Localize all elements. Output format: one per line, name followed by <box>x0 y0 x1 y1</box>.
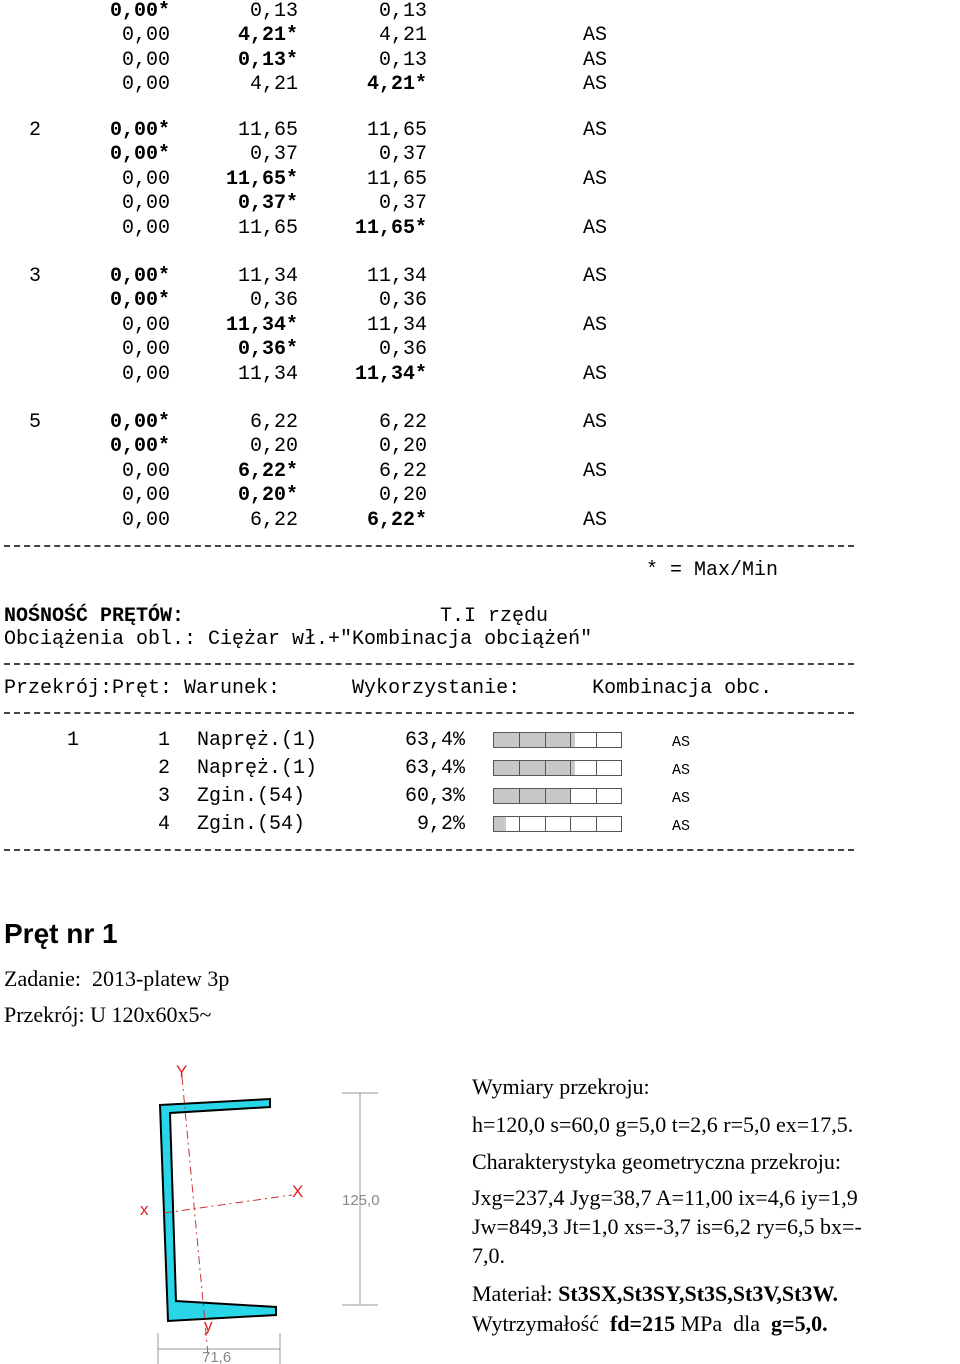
result-value: 0,37* <box>237 192 298 216</box>
result-value: 0,36* <box>237 338 298 362</box>
task-label: Zadanie: <box>4 966 81 991</box>
result-value: 0,36 <box>378 338 427 362</box>
condition-label: Zgin.(54) <box>197 813 306 836</box>
usage-bar-tick <box>545 761 546 775</box>
usage-bar-tick <box>519 817 520 831</box>
result-value: 0,00 <box>121 24 170 48</box>
combination-code: AS <box>583 313 608 337</box>
result-value: 0,20* <box>237 484 298 508</box>
member-number: 2 <box>158 757 171 780</box>
section-drawing <box>120 1055 440 1364</box>
combination-code: AS <box>583 24 608 48</box>
result-value: 0,00* <box>109 289 170 313</box>
geo-line-3: 7,0. <box>472 1243 505 1268</box>
usage-bar-tick <box>596 817 597 831</box>
result-value: 0,36 <box>378 289 427 313</box>
condition-label: Napręż.(1) <box>197 757 318 780</box>
result-value: 0,00 <box>121 484 170 508</box>
usage-bar-tick <box>596 733 597 747</box>
usage-bar-fill <box>494 761 575 775</box>
strength-line <box>472 1310 828 1338</box>
result-value: 11,65 <box>237 119 298 142</box>
result-value: 6,22 <box>378 411 427 434</box>
combination-code: AS <box>583 411 608 434</box>
strength-label: Wytrzymałość <box>472 1311 599 1336</box>
result-value: 0,00 <box>121 73 170 97</box>
result-value: 4,21 <box>249 73 298 97</box>
result-value: 0,00 <box>121 48 170 72</box>
usage-bar <box>493 732 622 748</box>
combination-code: AS <box>583 459 608 483</box>
legend-max-min: * = Max/Min <box>646 559 779 582</box>
divider <box>4 849 854 851</box>
usage-percent: 60,3% <box>404 785 465 808</box>
usage-bar-fill <box>494 817 506 831</box>
result-value: 0,00* <box>109 0 170 23</box>
result-value: 0,00 <box>121 459 170 483</box>
result-value: 6,22* <box>237 459 298 483</box>
axis-label-Y: Y <box>176 1062 188 1081</box>
result-value: 0,00 <box>121 508 170 532</box>
section-label: Przekrój: <box>4 1002 85 1027</box>
section-number: 1 <box>67 729 80 752</box>
result-value: 6,22* <box>366 508 427 532</box>
result-value: 0,37 <box>249 143 298 167</box>
result-value: 0,00* <box>109 143 170 167</box>
result-value: 0,13* <box>237 48 298 72</box>
result-value: 4,21* <box>237 24 298 48</box>
result-value: 0,20 <box>378 484 427 508</box>
result-value: 6,22 <box>249 508 298 532</box>
divider <box>4 663 854 665</box>
dims-values: h=120,0 s=60,0 g=5,0 t=2,6 r=5,0 ex=17,5. <box>472 1112 854 1137</box>
result-value: 0,36 <box>249 289 298 313</box>
usage-bar-tick <box>545 789 546 803</box>
result-value: 4,21 <box>378 24 427 48</box>
usage-percent: 63,4% <box>404 729 465 752</box>
result-value: 0,00 <box>121 338 170 362</box>
combination-code: AS <box>583 508 608 532</box>
result-value: 11,65 <box>366 167 427 191</box>
result-value: 11,34 <box>366 265 427 288</box>
usage-bar-fill <box>494 789 571 803</box>
channel-section-shape <box>160 1099 276 1321</box>
dims-title: Wymiary przekroju: <box>472 1074 650 1099</box>
geo-line-1: Jxg=237,4 Jyg=38,7 A=11,00 ix=4,6 iy=1,9 <box>472 1185 858 1210</box>
usage-bar <box>493 816 622 832</box>
axis-label-X: X <box>292 1182 304 1201</box>
usage-bar-tick <box>519 789 520 803</box>
geo-line-2: Jw=849,3 Jt=1,0 xs=-3,7 is=6,2 ry=6,5 bx=- <box>472 1214 862 1239</box>
result-value: 0,00 <box>121 167 170 191</box>
result-value: 0,00* <box>109 119 170 142</box>
usage-bar <box>493 788 622 804</box>
result-value: 0,00* <box>109 411 170 434</box>
combination-code: AS <box>583 265 608 288</box>
result-value: 0,00 <box>121 192 170 216</box>
section-line <box>4 1001 211 1029</box>
member-title: Pręt nr 1 <box>4 918 118 949</box>
condition-label: Napręż.(1) <box>197 729 318 752</box>
member-number: 3 <box>158 785 171 808</box>
geo-title: Charakterystyka geometryczna przekroju: <box>472 1149 841 1174</box>
height-dim-label: 125,0 <box>342 1192 380 1209</box>
combination-code: AS <box>583 119 608 142</box>
group-bar-number: 5 <box>29 411 42 434</box>
usage-bar <box>493 760 622 776</box>
load-combination: Obciążenia obl.: Ciężar wł.+"Kombinacja obciążeń" <box>4 628 593 651</box>
result-value: 0,20 <box>378 435 427 459</box>
usage-bar-tick <box>570 789 571 803</box>
strength-for: dla <box>733 1311 761 1336</box>
result-value: 0,00 <box>121 216 170 240</box>
combination-code: AS <box>583 216 608 240</box>
strength-g: g=5,0. <box>771 1311 828 1336</box>
divider <box>4 712 854 714</box>
result-value: 11,65* <box>354 216 427 240</box>
result-value: 0,37 <box>378 192 427 216</box>
usage-percent: 9,2% <box>416 813 465 836</box>
result-value: 11,34 <box>237 265 298 288</box>
result-value: 4,21* <box>366 73 427 97</box>
result-value: 0,00* <box>109 435 170 459</box>
capacity-title: NOŚNOŚĆ PRĘTÓW: <box>4 605 185 628</box>
divider <box>4 545 854 547</box>
result-value: 11,34 <box>366 313 427 337</box>
x-axis-line <box>164 1195 292 1213</box>
member-number: 4 <box>158 813 171 836</box>
usage-percent: 63,4% <box>404 757 465 780</box>
usage-bar-tick <box>596 789 597 803</box>
combination-code: AS <box>583 167 608 191</box>
result-value: 11,34 <box>237 362 298 386</box>
axis-label-y: y <box>204 1316 213 1335</box>
result-value: 6,22 <box>378 459 427 483</box>
strength-unit: MPa <box>680 1311 723 1336</box>
result-value: 0,00* <box>109 265 170 288</box>
result-value: 11,65* <box>225 167 298 191</box>
usage-bar-tick <box>519 761 520 775</box>
result-value: 0,13 <box>378 0 427 23</box>
combination-code: AS <box>583 362 608 386</box>
material-label: Materiał: <box>472 1281 553 1306</box>
usage-bar-tick <box>570 817 571 831</box>
usage-bar-tick <box>545 733 546 747</box>
material-value: St3SX,St3SY,St3S,St3V,St3W. <box>558 1281 838 1306</box>
section-value: U 120x60x5~ <box>90 1002 212 1027</box>
combination-code: AS <box>672 762 691 779</box>
material-line <box>472 1280 838 1308</box>
usage-bar-tick <box>519 733 520 747</box>
result-value: 0,37 <box>378 143 427 167</box>
result-value: 0,13 <box>378 48 427 72</box>
axis-label-x: x <box>140 1200 149 1219</box>
result-value: 11,65 <box>366 119 427 142</box>
usage-bar-tick <box>545 817 546 831</box>
result-value: 11,65 <box>237 216 298 240</box>
result-value: 11,34* <box>354 362 427 386</box>
combination-code: AS <box>672 790 691 807</box>
result-value: 0,00 <box>121 313 170 337</box>
member-number: 1 <box>158 729 171 752</box>
condition-label: Zgin.(54) <box>197 785 306 808</box>
result-value: 6,22 <box>249 411 298 434</box>
usage-bar-fill <box>494 733 575 747</box>
result-value: 0,20 <box>249 435 298 459</box>
group-bar-number: 2 <box>29 119 42 142</box>
strength-value: fd=215 <box>609 1311 676 1336</box>
combination-code: AS <box>583 73 608 97</box>
task-line <box>4 965 229 993</box>
combination-code: AS <box>583 48 608 72</box>
usage-bar-tick <box>596 761 597 775</box>
combination-code: AS <box>672 734 691 751</box>
result-value: 0,13 <box>249 0 298 23</box>
capacity-header: Przekrój:Pręt: Warunek: Wykorzystanie: Kombinacja obc. <box>4 677 773 700</box>
combination-code: AS <box>672 818 691 835</box>
result-value: 0,00 <box>121 362 170 386</box>
task-value: 2013-platew 3p <box>91 966 230 991</box>
analysis-order: T.I rzędu <box>440 605 549 628</box>
result-value: 11,34* <box>225 313 298 337</box>
usage-bar-tick <box>570 733 571 747</box>
usage-bar-tick <box>570 761 571 775</box>
width-dim-label: 71,6 <box>202 1349 232 1364</box>
group-bar-number: 3 <box>29 265 42 288</box>
